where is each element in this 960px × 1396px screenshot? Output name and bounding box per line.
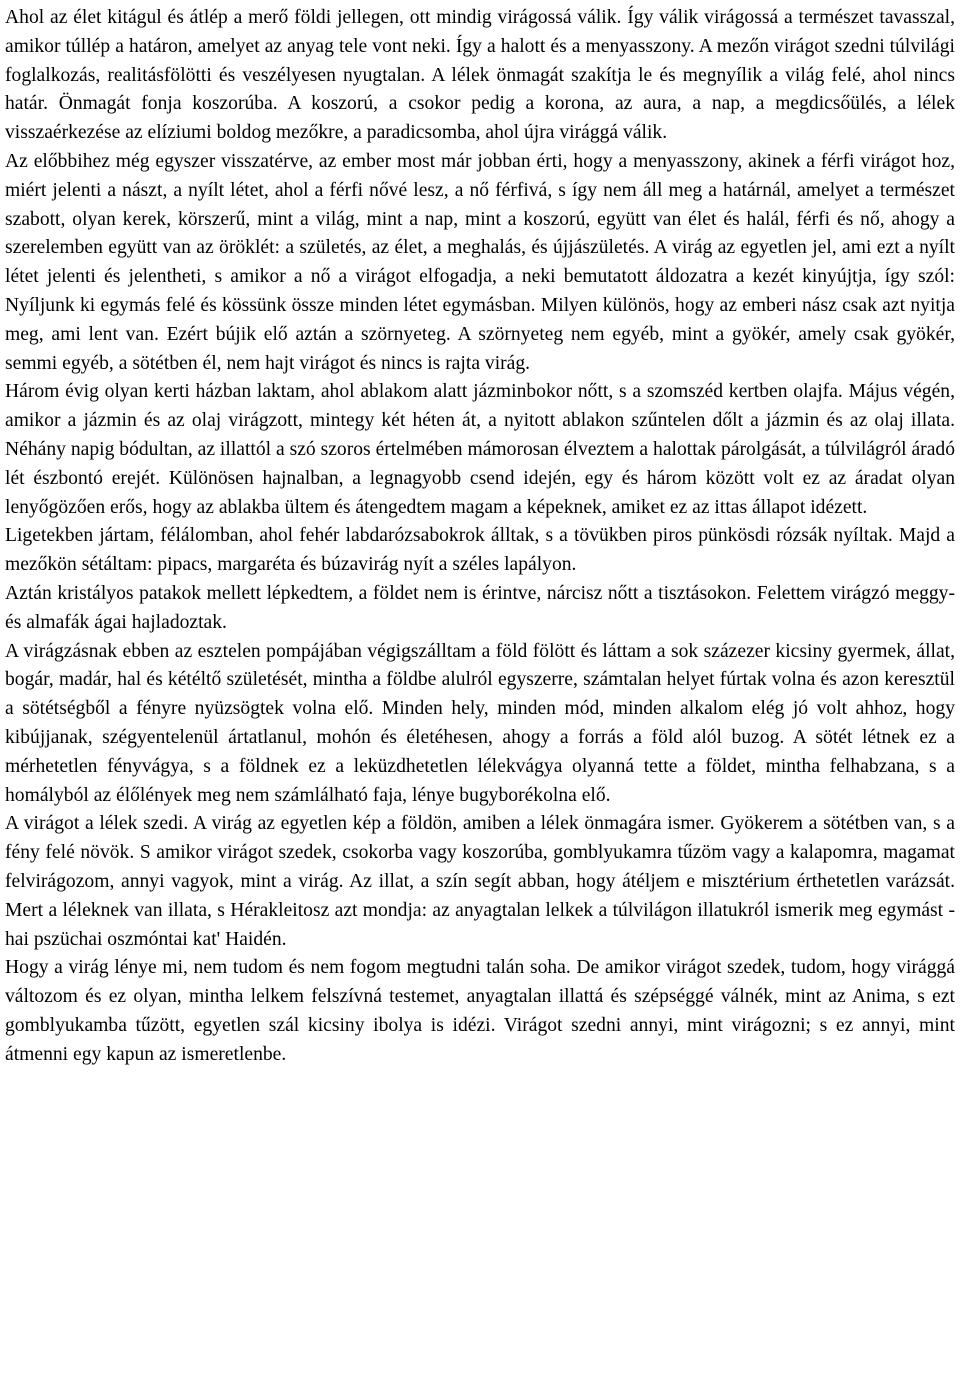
paragraph-8: Hogy a virág lénye mi, nem tudom és nem fogom megtudni talán soha. De amikor virágot szedek, tudom, hogy virággá változom és ez olyan, mintha lelkem felszívná testemet, anyagtalan illattá és szépséggé válnék, mint az Anima, s ezt gomblyukamba tűzött, egyetlen szál kicsiny ibolya is idézi. Virágot szedni annyi, mint virágozni; s ez annyi, mint átmenni egy kapun az ismeretlenbe. — [5, 957, 955, 1065]
paragraph-7: A virágot a lélek szedi. A virág az egyetlen kép a földön, amiben a lélek önmagára ismer. Gyökerem a sötétben van, s a fény felé növök. S amikor virágot szedek, csokorba vagy koszorúba, gomblyukamra tűzöm vagy a kalapomra, magamat felvirágozom, annyi vagyok, mint a virág. Az illat, a szín segít abban, hogy átéljem e misztérium érthetetlen varázsát. Mert a léleknek van illata, s Hérakleitosz azt mondja: az anyagtalan lelkek a túlvilágon illatukról ismerik meg egymást - hai pszüchai oszmóntai kat' Haidén. — [5, 813, 955, 950]
paragraph-6: A virágzásnak ebben az esztelen pompájában végigszálltam a föld fölött és láttam a sok százezer kicsiny gyermek, állat, bogár, madár, hal és kétéltő születését, mintha a földbe alulról egyszerre, számtalan helyet fúrtak volna és azon keresztül a sötétségből a fényre nyüzsögtek volna elő. Minden hely, minden mód, minden alkalom elég jó volt ahhoz, hogy kibújjanak, szégyentelenül ártatlanul, mohón és életéhesen, ahogy a forrás a föld alól buzog. A sötét létnek ez a mérhetetlen fényvágya, s a földnek ez a leküzdhetetlen lélekvágya olyanná tette a földet, mintha felhabzana, s a homályból az élőlények meg nem számlálható faja, lénye bugyborékolna elő. — [5, 640, 955, 806]
paragraph-2: Az előbbihez még egyszer visszatérve, az ember most már jobban érti, hogy a menyasszony, akinek a férfi virágot hoz, miért jelenti a nászt, a nyílt létet, ahol a férfi nővé lesz, a nő férfivá, s így nem áll meg a határnál, amelyet a természet szabott, olyan kerek, körszerű, mint a világ, mint a nap, mint a koszorú, együtt van élet és halál, férfi és nő, ahogy a szerelemben együtt van az öröklét: a születés, az élet, a meghalás, és újjászületés. A virág az egyetlen jel, ami ezt a nyílt létet jelenti és jelentheti, s amikor a nő a virágot elfogadja, a neki bemutatott áldozatra a kezét kinyújtja, így szól: Nyíljunk ki egymás felé és kössünk össze minden létet egymásban. Milyen különös, hogy az emberi nász csak azt nyitja meg, ami lent van. Ezért bújik elő aztán a szörnyeteg. A szörnyeteg nem egyéb, mint a gyökér, amely csak gyökér, semmi egyéb, a sötétben él, nem hajt virágot és nincs is rajta virág. — [5, 150, 955, 374]
paragraph-1: Ahol az élet kitágul és átlép a merő földi jellegen, ott mindig virágossá válik. Így válik virágossá a természet tavasszal, amikor túllép a határon, amelyet az anyag tele vont neki. Így a halott és a menyasszony. A mezőn virágot szedni túlvilági foglalkozás, realitásfölötti és veszélyesen nyugtalan. A lélek önmagát szakítja le és megnyílik a világ felé, ahol nincs határ. Önmagát fonja koszorúba. A koszorú, a csokor pedig a korona, az aura, a nap, a megdicsőülés, a lélek visszaérkezése az elíziumi boldog mezőkre, a paradicsomba, ahol újra virággá válik. — [5, 7, 955, 144]
paragraph-5: Aztán kristályos patakok mellett lépkedtem, a földet nem is érintve, nárcisz nőtt a tisztásokon. Felettem virágzó meggy- és almafák ágai hajladoztak. — [5, 582, 955, 633]
paragraph-4: Ligetekben jártam, félálomban, ahol fehér labdarózsabokrok álltak, s a tövükben piros pünkösdi rózsák nyíltak. Majd a mezőkön sétáltam: pipacs, margaréta és búzavirág nyít a széles lapályon. — [5, 525, 955, 576]
paragraph-3: Három évig olyan kerti házban laktam, ahol ablakom alatt jázminbokor nőtt, s a szomszéd kertben olajfa. Május végén, amikor a jázmin és az olaj virágzott, mintegy két héten át, a nyitott ablakon szűntelen dőlt a jázmin és az olaj illata. Néhány napig bódultan, az illattól a szó szoros értelmében mámorosan élveztem a halottak párolgását, a túlvilágról áradó lét észbontó erejét. Különösen hajnalban, a legnagyobb csend idején, egy és három között volt ez az áradat olyan lenyőgözően erős, hogy az ablakba ültem és átengedtem magam a képeknek, amiket ez az ittas állapot idézett. — [5, 381, 955, 518]
